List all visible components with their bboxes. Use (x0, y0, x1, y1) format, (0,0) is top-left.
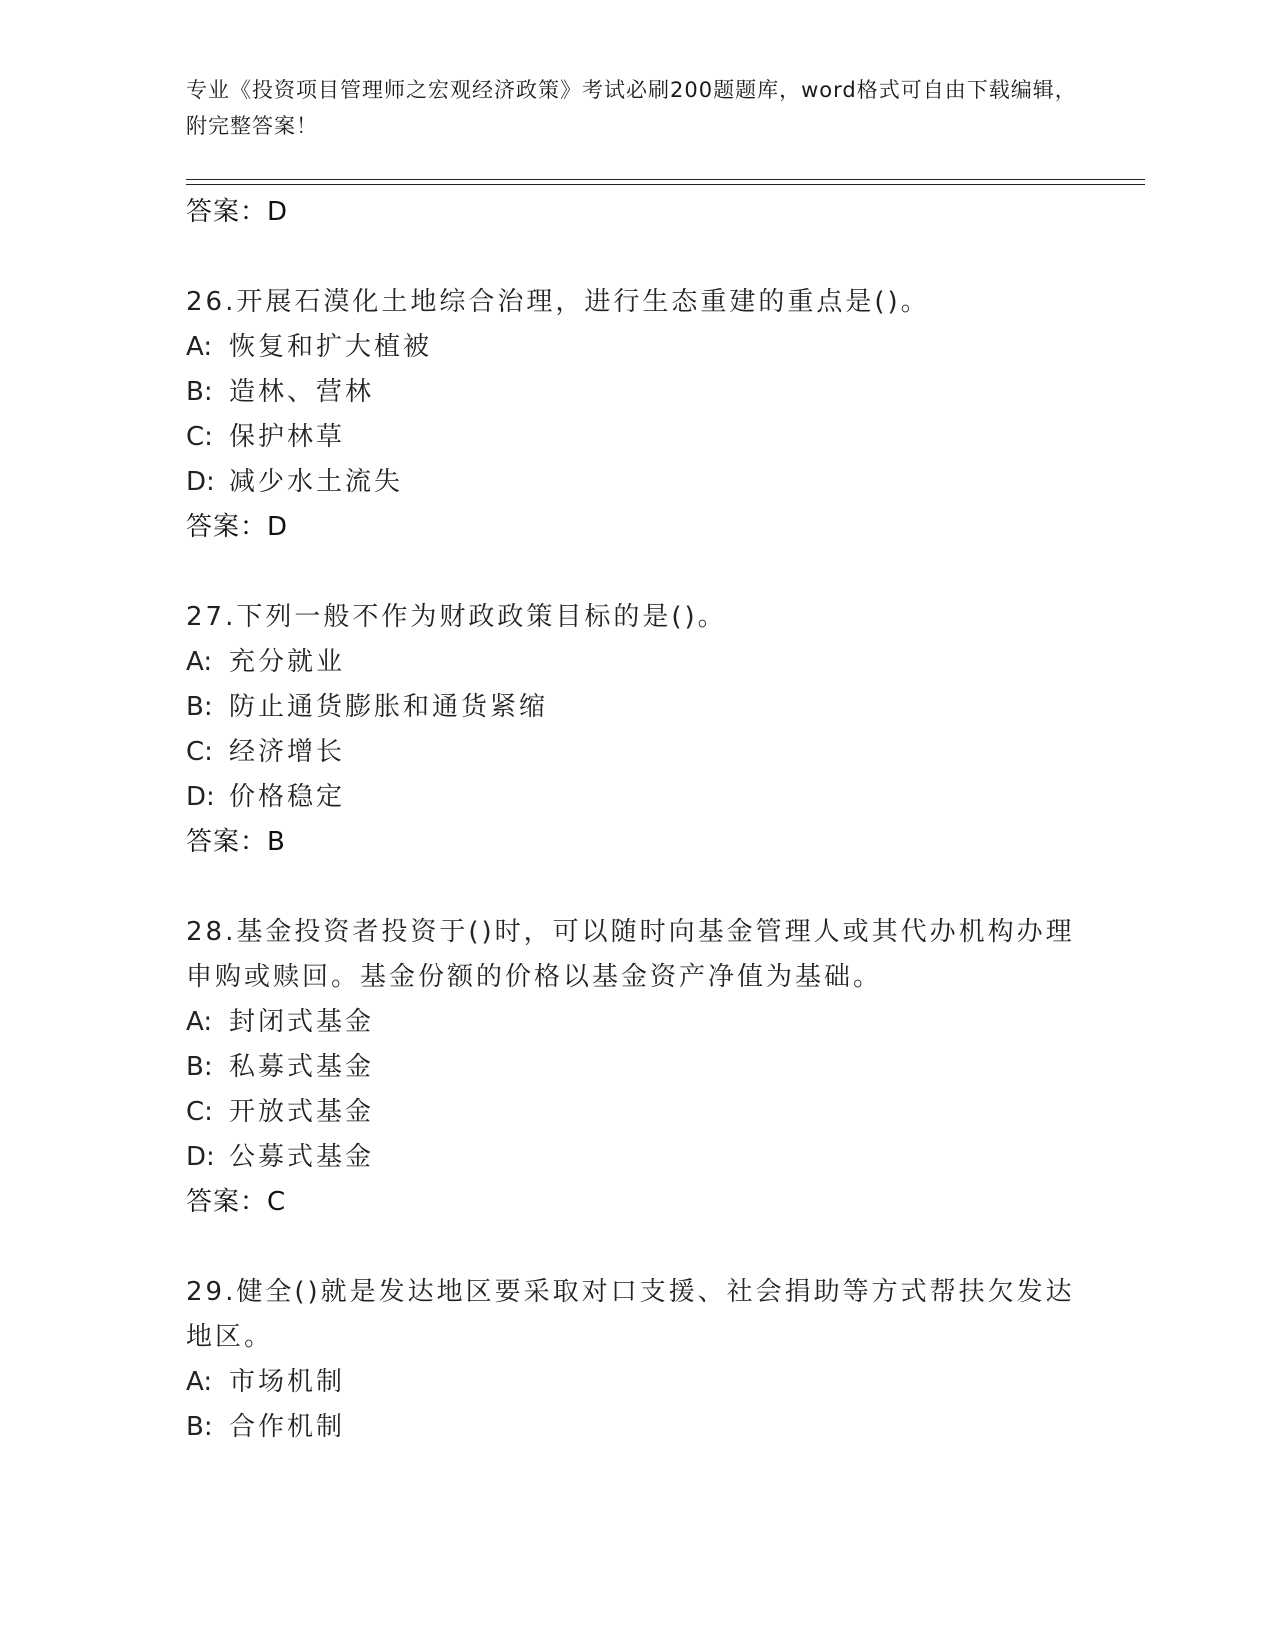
option-text: 封闭式基金 (229, 1007, 375, 1037)
option-text: 合作机制 (229, 1412, 346, 1442)
option-d (186, 1135, 1086, 1180)
question-27 (186, 595, 1086, 865)
option-text: 保护林草 (229, 422, 346, 452)
option-letter: A: (186, 1007, 213, 1037)
option-letter: B: (186, 692, 213, 722)
option-letter: B: (186, 377, 213, 407)
header-rule-top (186, 179, 1145, 180)
previous-answer: 答案：D (186, 197, 289, 227)
answer-line: 答案：C (186, 1187, 287, 1217)
document-header (186, 72, 1086, 144)
option-b (186, 370, 1086, 415)
option-letter: B: (186, 1052, 213, 1082)
option-b (186, 685, 1086, 730)
option-text: 减少水土流失 (229, 467, 404, 497)
option-letter: D: (186, 1142, 215, 1172)
option-text: 防止通货膨胀和通货紧缩 (229, 692, 549, 722)
option-a (186, 1000, 1086, 1045)
option-letter: D: (186, 467, 215, 497)
option-letter: A: (186, 647, 213, 677)
question-26 (186, 280, 1086, 550)
option-text: 开放式基金 (229, 1097, 375, 1127)
option-d (186, 775, 1086, 820)
option-a (186, 325, 1086, 370)
option-letter: C: (186, 1097, 213, 1127)
question-list (186, 190, 1086, 1450)
question-stem: 27.下列一般不作为财政政策目标的是()。 (186, 602, 727, 632)
answer-line: 答案：B (186, 827, 286, 857)
option-c (186, 1090, 1086, 1135)
option-letter: C: (186, 737, 213, 767)
option-a (186, 640, 1086, 685)
question-stem: 29.健全()就是发达地区要采取对口支援、社会捐助等方式帮扶欠发达地区。 (186, 1277, 1075, 1352)
header-text: 专业《投资项目管理师之宏观经济政策》考试必刷200题题库，word格式可自由下载编辑，附完整答案！ (186, 78, 1077, 138)
option-c (186, 730, 1086, 775)
option-text: 市场机制 (229, 1367, 346, 1397)
question-29 (186, 1270, 1086, 1450)
option-text: 充分就业 (229, 647, 346, 677)
question-stem: 28.基金投资者投资于()时，可以随时向基金管理人或其代办机构办理申购或赎回。基金份额的价格以基金资产净值为基础。 (186, 917, 1075, 992)
answer-line: 答案：D (186, 512, 289, 542)
option-b (186, 1405, 1086, 1450)
option-d (186, 460, 1086, 505)
option-letter: A: (186, 1367, 213, 1397)
option-letter: D: (186, 782, 215, 812)
question-stem: 26.开展石漠化土地综合治理，进行生态重建的重点是()。 (186, 287, 930, 317)
option-text: 公募式基金 (229, 1142, 375, 1172)
option-text: 造林、营林 (229, 377, 375, 407)
option-b (186, 1045, 1086, 1090)
header-rule-bottom (186, 184, 1145, 185)
question-28 (186, 910, 1086, 1225)
option-text: 恢复和扩大植被 (229, 332, 433, 362)
option-text: 价格稳定 (229, 782, 346, 812)
option-c (186, 415, 1086, 460)
option-a (186, 1360, 1086, 1405)
option-letter: C: (186, 422, 213, 452)
option-text: 经济增长 (229, 737, 346, 767)
option-letter: B: (186, 1412, 213, 1442)
option-text: 私募式基金 (229, 1052, 375, 1082)
option-letter: A: (186, 332, 213, 362)
